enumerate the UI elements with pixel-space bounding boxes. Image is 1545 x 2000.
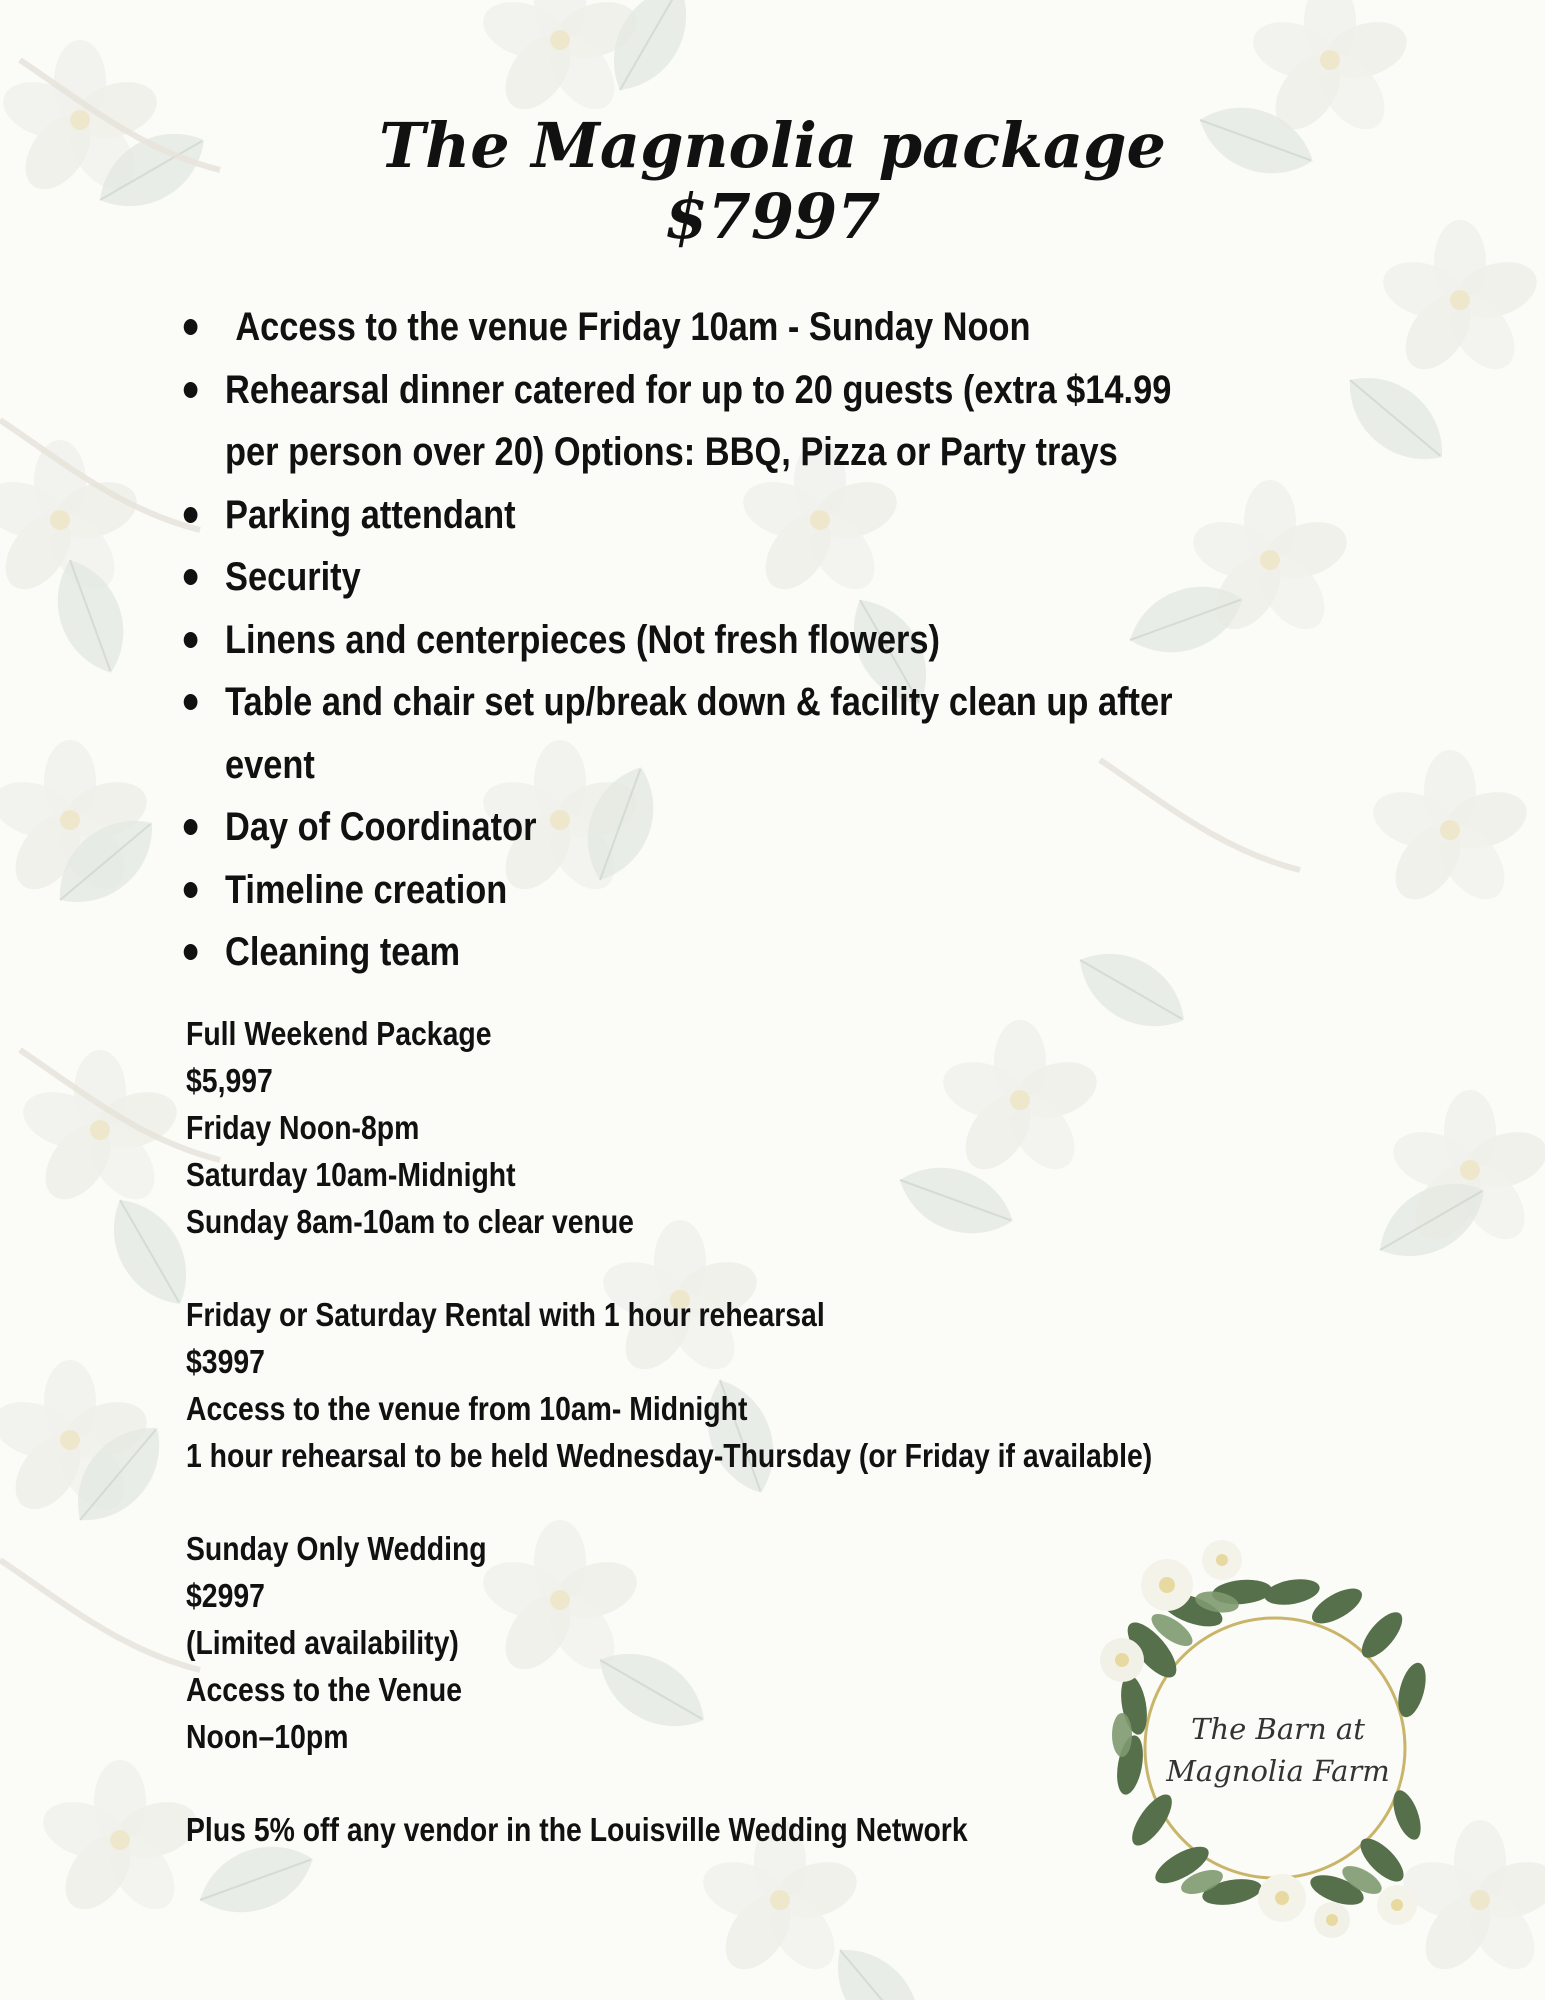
list-item: Linens and centerpieces (Not fresh flowers) — [182, 609, 1360, 672]
list-item-continuation: per person over 20) Options: BBQ, Pizza or Party trays — [225, 430, 1118, 474]
list-item: Cleaning team — [182, 921, 1360, 984]
full-weekend-sunday: Sunday 8am-10am to clear venue — [186, 1203, 634, 1240]
sunday-only-availability: (Limited availability) — [186, 1624, 459, 1661]
bullet-icon — [184, 694, 198, 710]
sunday-only-name: Sunday Only Wedding — [186, 1530, 487, 1567]
list-item: Table and chair set up/break down & facility clean up after — [182, 671, 1360, 734]
list-item: Security — [182, 546, 1360, 609]
bullet-icon — [184, 944, 198, 960]
bullet-icon — [184, 382, 198, 398]
vendor-offer: Plus 5% off any vendor in the Louisville Wedding Network — [186, 1811, 968, 1848]
sunday-only-price: $2997 — [186, 1577, 265, 1614]
full-weekend-saturday: Saturday 10am-Midnight — [186, 1156, 516, 1193]
single-day-price: $3997 — [186, 1343, 265, 1380]
bullet-icon — [184, 507, 198, 523]
page-title: The Magnolia package — [379, 109, 1166, 182]
logo-line1: The Barn at — [1191, 1712, 1365, 1746]
title-block — [0, 110, 1545, 252]
bullet-icon — [184, 632, 198, 648]
sunday-only-hours: Noon–10pm — [186, 1718, 349, 1755]
list-item: Timeline creation — [182, 859, 1360, 922]
single-day-access: Access to the venue from 10am- Midnight — [186, 1390, 748, 1427]
list-item: Day of Coordinator — [182, 796, 1360, 859]
single-day-rehearsal: 1 hour rehearsal to be held Wednesday-Thursday (or Friday if available) — [186, 1437, 1153, 1474]
logo-line2: Magnolia Farm — [1166, 1754, 1390, 1788]
logo-text — [1148, 1708, 1408, 1792]
list-item: Parking attendant — [182, 484, 1360, 547]
bullet-icon — [184, 569, 198, 585]
full-weekend-name: Full Weekend Package — [186, 1015, 492, 1052]
package-price: $7997 — [664, 180, 881, 253]
feature-list — [182, 296, 1362, 984]
full-weekend-friday: Friday Noon-8pm — [186, 1109, 420, 1146]
list-item: Rehearsal dinner catered for up to 20 guests (extra $14.99 — [182, 359, 1360, 422]
list-item-continuation: event — [225, 742, 315, 787]
bullet-icon — [184, 819, 198, 835]
full-weekend-price: $5,997 — [186, 1062, 273, 1099]
bullet-icon — [184, 882, 198, 898]
list-item: Access to the venue Friday 10am - Sunday Noon — [182, 296, 1360, 359]
sunday-only-access: Access to the Venue — [186, 1671, 463, 1708]
single-day-name: Friday or Saturday Rental with 1 hour rehearsal — [186, 1296, 825, 1333]
bullet-icon — [184, 319, 198, 335]
